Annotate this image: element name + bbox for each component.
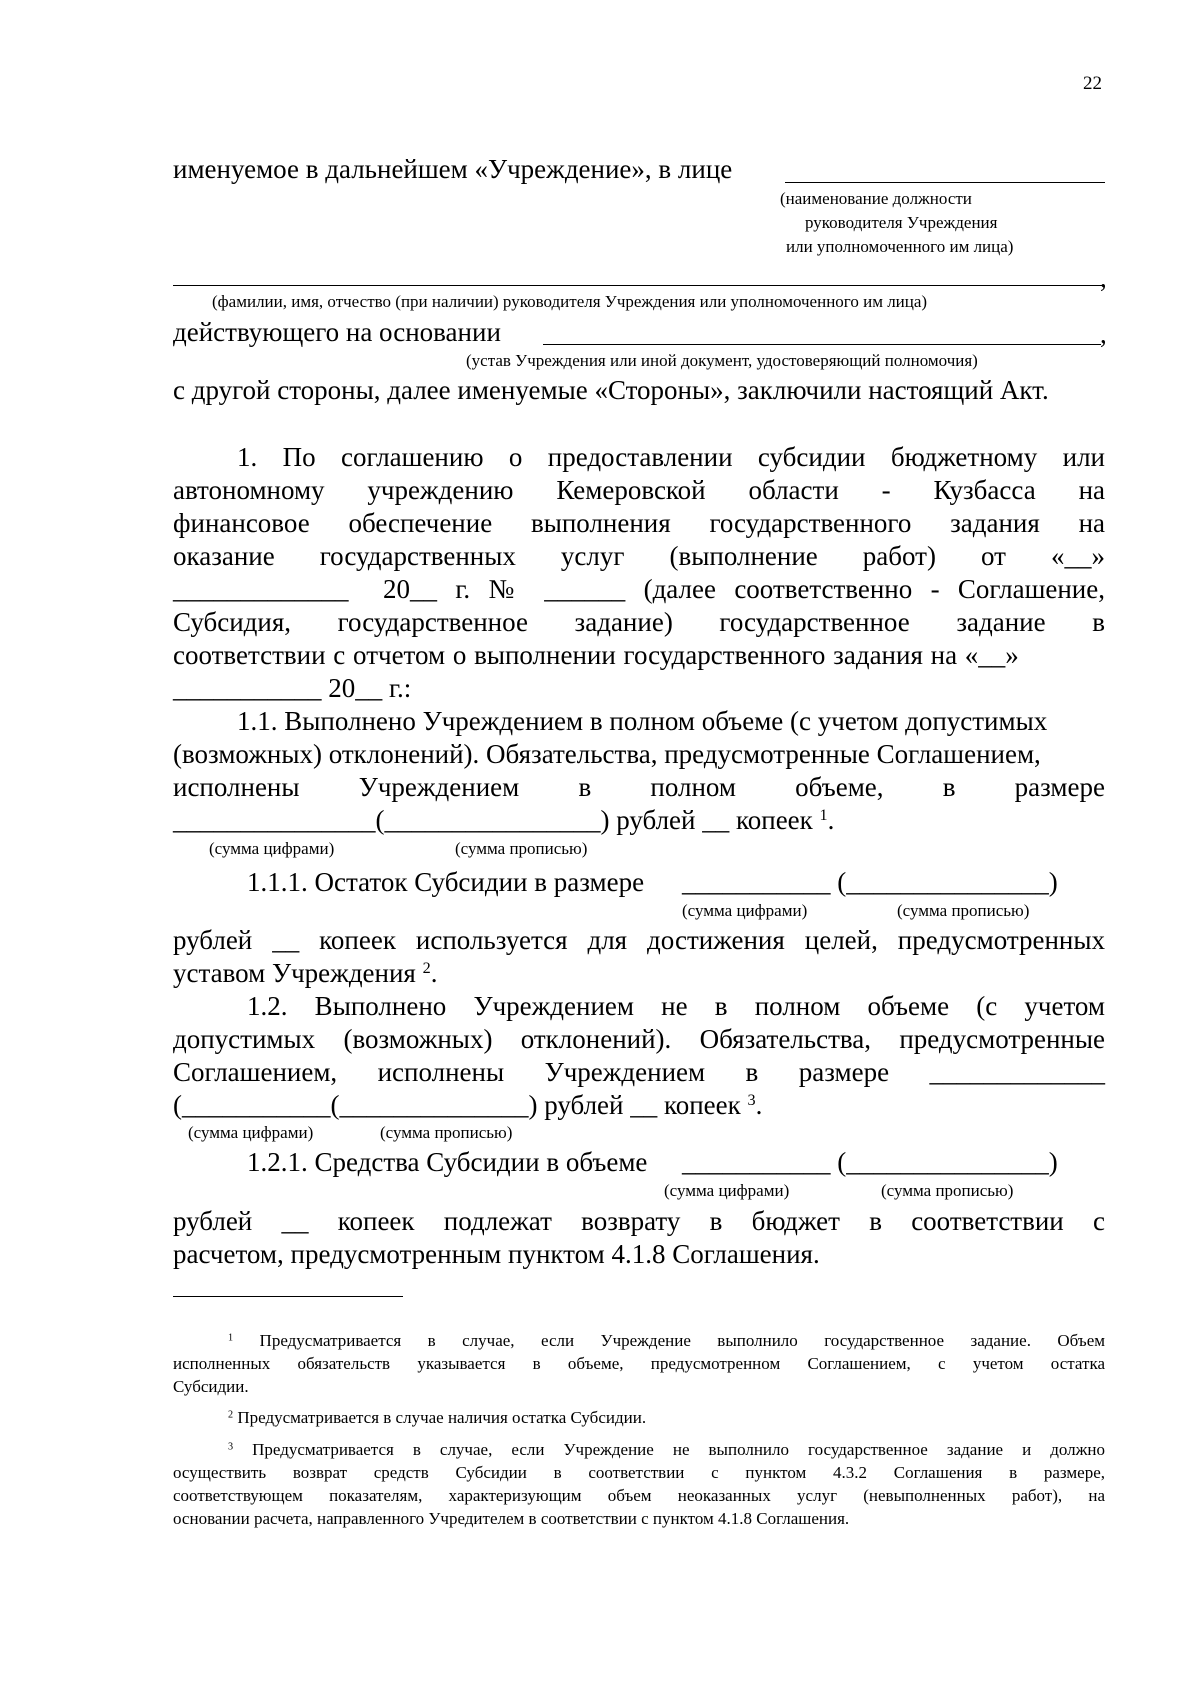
position-field-line — [785, 182, 1105, 183]
charter-field-line — [543, 344, 1101, 345]
p12-hint-digits: (сумма цифрами) — [188, 1123, 314, 1142]
p121-hint-words: (сумма прописью) — [881, 1181, 1014, 1200]
footnote-3-mark: 3 — [228, 1441, 234, 1453]
footnote-1-text-1: Предусматривается в случае, если Учреждение выполнило государственное задание. Объем — [259, 1331, 1105, 1350]
page-number: 22 — [1083, 73, 1102, 94]
p11-line-4 — [173, 804, 834, 836]
hint-position-1: (наименование должности — [780, 189, 972, 208]
footnote-ref-2: 2 — [422, 959, 431, 978]
footnote-3-line-1 — [228, 1438, 1105, 1461]
p1-line-5-blank: _____________ — [173, 574, 349, 604]
p11-hint-words: (сумма прописью) — [455, 839, 588, 858]
footnote-2-line-1 — [228, 1406, 646, 1429]
p111-hint-words: (сумма прописью) — [897, 901, 1030, 920]
p11-line-3: исполнены Учреждением в полном объеме, в размере — [173, 772, 1105, 802]
hint-fio: (фамилии, имя, отчество (при наличии) руководителя Учреждения или уполномоченного им лица) — [212, 292, 928, 311]
p121-line-1: 1.2.1. Средства Субсидии в объеме — [247, 1147, 648, 1177]
p11-line-2: (возможных) отклонений). Обязательства, предусмотренные Соглашением, — [173, 739, 1041, 769]
p121-line-2: рублей __ копеек подлежат возврату в бюджет в соответствии с — [173, 1206, 1105, 1236]
hint-position-3: или уполномоченного им лица) — [786, 237, 1014, 256]
p12-line-2: допустимых (возможных) отклонений). Обязательства, предусмотренные — [173, 1024, 1105, 1054]
p111-hint-digits: (сумма цифрами) — [682, 901, 808, 920]
fio-field-line — [173, 285, 1103, 286]
p1-line-2: автономному учреждению Кемеровской области - Кузбасса на — [173, 475, 1105, 505]
p1-line-4: оказание государственных услуг (выполнение работ) от «__» — [173, 541, 1105, 571]
p1-line-8: ___________ 20__ г.: — [173, 673, 412, 703]
footnote-ref-1: 1 — [819, 806, 828, 825]
p12-line-3: Соглашением, исполнены Учреждением в размере _____________ — [173, 1057, 1105, 1087]
footnote-3-line-2: осуществить возврат средств Субсидии в соответствии с пунктом 4.3.2 Соглашения в размере, — [173, 1463, 1105, 1482]
footnote-3-line-4: основании расчета, направленного Учредителем в соответствии с пунктом 4.1.8 Соглашения. — [173, 1509, 850, 1528]
p11-hint-digits: (сумма цифрами) — [209, 839, 335, 858]
footnote-3-text-1: Предусматривается в случае, если Учреждение не выполнило государственное задание и должно — [252, 1440, 1106, 1459]
footnote-1-line-1 — [228, 1329, 1105, 1352]
p111-line-2: рублей __ копеек используется для достижения целей, предусмотренных — [173, 925, 1105, 955]
footnote-3-line-3: соответствующем показателям, характеризующим объем неоказанных услуг (невыполненных работ), на — [173, 1486, 1105, 1505]
p12-line-4-text: (___________(______________) рублей __ копеек — [173, 1090, 741, 1120]
footnote-separator — [173, 1296, 403, 1297]
footnote-ref-3: 3 — [747, 1091, 756, 1110]
p12-line-4 — [173, 1089, 762, 1121]
hint-position-2: руководителя Учреждения — [805, 213, 998, 232]
p11-line-1: 1.1. Выполнено Учреждением в полном объеме (с учетом допустимых — [237, 706, 1048, 736]
p111-dot: . — [430, 958, 438, 988]
footnote-1-mark: 1 — [228, 1332, 234, 1344]
parties-line: с другой стороны, далее именуемые «Стороны», заключили настоящий Акт. — [173, 375, 1049, 405]
p12-line-1: 1.2. Выполнено Учреждением не в полном объеме (с учетом — [247, 991, 1105, 1021]
p1-line-6: Субсидия, государственное задание) государственное задание в — [173, 607, 1105, 637]
p111-line-1: 1.1.1. Остаток Субсидии в размере — [247, 867, 645, 897]
hint-charter: (устав Учреждения или иной документ, удостоверяющий полномочия) — [466, 351, 978, 370]
p12-hint-words: (сумма прописью) — [380, 1123, 513, 1142]
p111-line-1-fields: ___________ (_______________) — [682, 867, 1058, 897]
footnote-2-text: Предусматривается в случае наличия остатка Субсидии. — [237, 1408, 647, 1427]
p111-line-3-text: уставом Учреждения — [173, 958, 416, 988]
p11-line-4-text: _______________(________________) рублей __ копеек — [173, 805, 813, 835]
p1-line-7: соответствии с отчетом о выполнении государственного задания на «__» — [173, 640, 1019, 670]
p11-dot: . — [827, 805, 835, 835]
p1-line-1: 1. По соглашению о предоставлении субсидии бюджетному или — [237, 442, 1105, 472]
intro-line: именуемое в дальнейшем «Учреждение», в лице — [173, 154, 733, 184]
p111-line-3 — [173, 957, 437, 989]
p121-line-1-fields: ___________ (_______________) — [682, 1147, 1058, 1177]
footnote-1-line-3: Субсидии. — [173, 1377, 249, 1396]
fio-comma: , — [1100, 263, 1107, 293]
p12-dot: . — [755, 1090, 763, 1120]
p121-line-3: расчетом, предусмотренным пунктом 4.1.8 Соглашения. — [173, 1239, 820, 1269]
p1-line-5: 20__ г. № ______ (далее соответственно - Соглашение, — [383, 574, 1105, 604]
footnote-1-line-2: исполненных обязательств указывается в объеме, предусмотренном Соглашением, с учетом остатка — [173, 1354, 1105, 1373]
acting-basis-label: действующего на основании — [173, 317, 501, 347]
p121-hint-digits: (сумма цифрами) — [664, 1181, 790, 1200]
p1-line-3: финансовое обеспечение выполнения государственного задания на — [173, 508, 1105, 538]
footnote-2-mark: 2 — [228, 1409, 234, 1421]
charter-comma: , — [1100, 319, 1107, 349]
